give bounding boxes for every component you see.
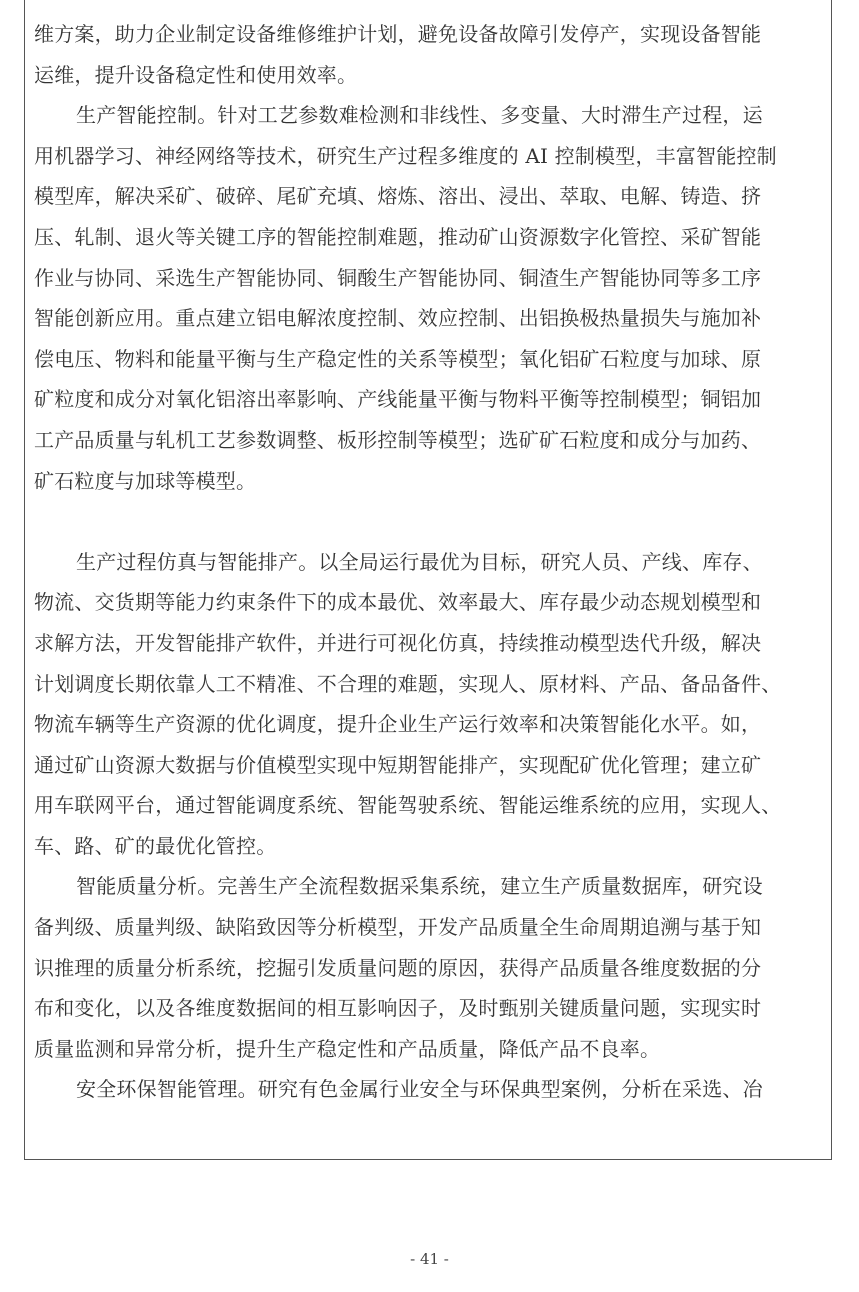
text-line: 模型库，解决采矿、破碎、尾矿充填、熔炼、溶出、浸出、萃取、电解、铸造、挤 — [34, 184, 762, 209]
section-heading: 安全环保智能管理。 — [76, 1077, 258, 1102]
text-line: 识推理的质量分析系统，挖掘引发质量问题的原因，获得产品质量各维度数据的分 — [34, 955, 762, 980]
section-heading: 生产过程仿真与智能排产。 — [76, 549, 319, 574]
text-line: 偿电压、物料和能量平衡与生产稳定性的关系等模型；氧化铝矿石粒度与加球、原 — [34, 346, 762, 371]
text-line: 通过矿山资源大数据与价值模型实现中短期智能排产，实现配矿优化管理；建立矿 — [34, 752, 762, 777]
paragraph-first-line: 生产过程仿真与智能排产。以全局运行最优为目标，研究人员、产线、库存、 — [76, 549, 763, 574]
text-line: 物流、交货期等能力约束条件下的成本最优、效率最大、库存最少动态规划模型和 — [34, 590, 762, 615]
paragraph-first-line: 智能质量分析。完善生产全流程数据采集系统，建立生产质量数据库，研究设 — [76, 874, 763, 899]
section-heading: 生产智能控制。 — [76, 103, 218, 128]
text-line: 压、轧制、退火等关键工序的智能控制难题，推动矿山资源数字化管控、采矿智能 — [34, 224, 762, 249]
text-line: 质量监测和异常分析，提升生产稳定性和产品质量，降低产品不良率。 — [34, 1036, 661, 1061]
text-line: 计划调度长期依靠人工不精准、不合理的难题，实现人、原材料、产品、备品备件、 — [34, 671, 782, 696]
paragraph-first-line: 安全环保智能管理。研究有色金属行业安全与环保典型案例，分析在采选、冶 — [76, 1077, 763, 1102]
text-line: 矿粒度和成分对氧化铝溶出率影响、产线能量平衡与物料平衡等控制模型；铜铝加 — [34, 387, 762, 412]
text-line: 矿石粒度与加球等模型。 — [34, 468, 257, 493]
text-line: 用车联网平台，通过智能调度系统、智能驾驶系统、智能运维系统的应用，实现人、 — [34, 793, 782, 818]
text-line: 车、路、矿的最优化管控。 — [34, 833, 277, 858]
text-line: 求解方法，开发智能排产软件，并进行可视化仿真，持续推动模型迭代升级，解决 — [34, 630, 762, 655]
text-line: 布和变化，以及各维度数据间的相互影响因子，及时甄别关键质量问题，实现实时 — [34, 996, 762, 1021]
text-line: 作业与协同、采选生产智能协同、铜酸生产智能协同、铜渣生产智能协同等多工序 — [34, 265, 762, 290]
paragraph-first-line: 生产智能控制。针对工艺参数难检测和非线性、多变量、大时滞生产过程，运 — [76, 103, 763, 128]
text-line: 物流车辆等生产资源的优化调度，提升企业生产运行效率和决策智能化水平。如， — [34, 712, 762, 737]
text-line — [34, 501, 824, 542]
section-heading: 智能质量分析。 — [76, 874, 218, 899]
text-line: 维方案，助力企业制定设备维修维护计划，避免设备故障引发停产，实现设备智能 — [34, 22, 762, 46]
page-number: - 41 - — [410, 1250, 449, 1268]
text-line: 运维，提升设备稳定性和使用效率。 — [34, 62, 358, 87]
text-line: 备判级、质量判级、缺陷致因等分析模型，开发产品质量全生命周期追溯与基于知 — [34, 915, 762, 940]
text-line: 智能创新应用。重点建立铝电解浓度控制、效应控制、出铝换极热量损失与施加补 — [34, 306, 762, 331]
text-line: 用机器学习、神经网络等技术，研究生产过程多维度的 AI 控制模型，丰富智能控制 — [34, 143, 777, 168]
text-line: 工产品质量与轧机工艺参数调整、板形控制等模型；选矿矿石粒度和成分与加药、 — [34, 427, 762, 452]
body-text — [34, 14, 824, 1110]
